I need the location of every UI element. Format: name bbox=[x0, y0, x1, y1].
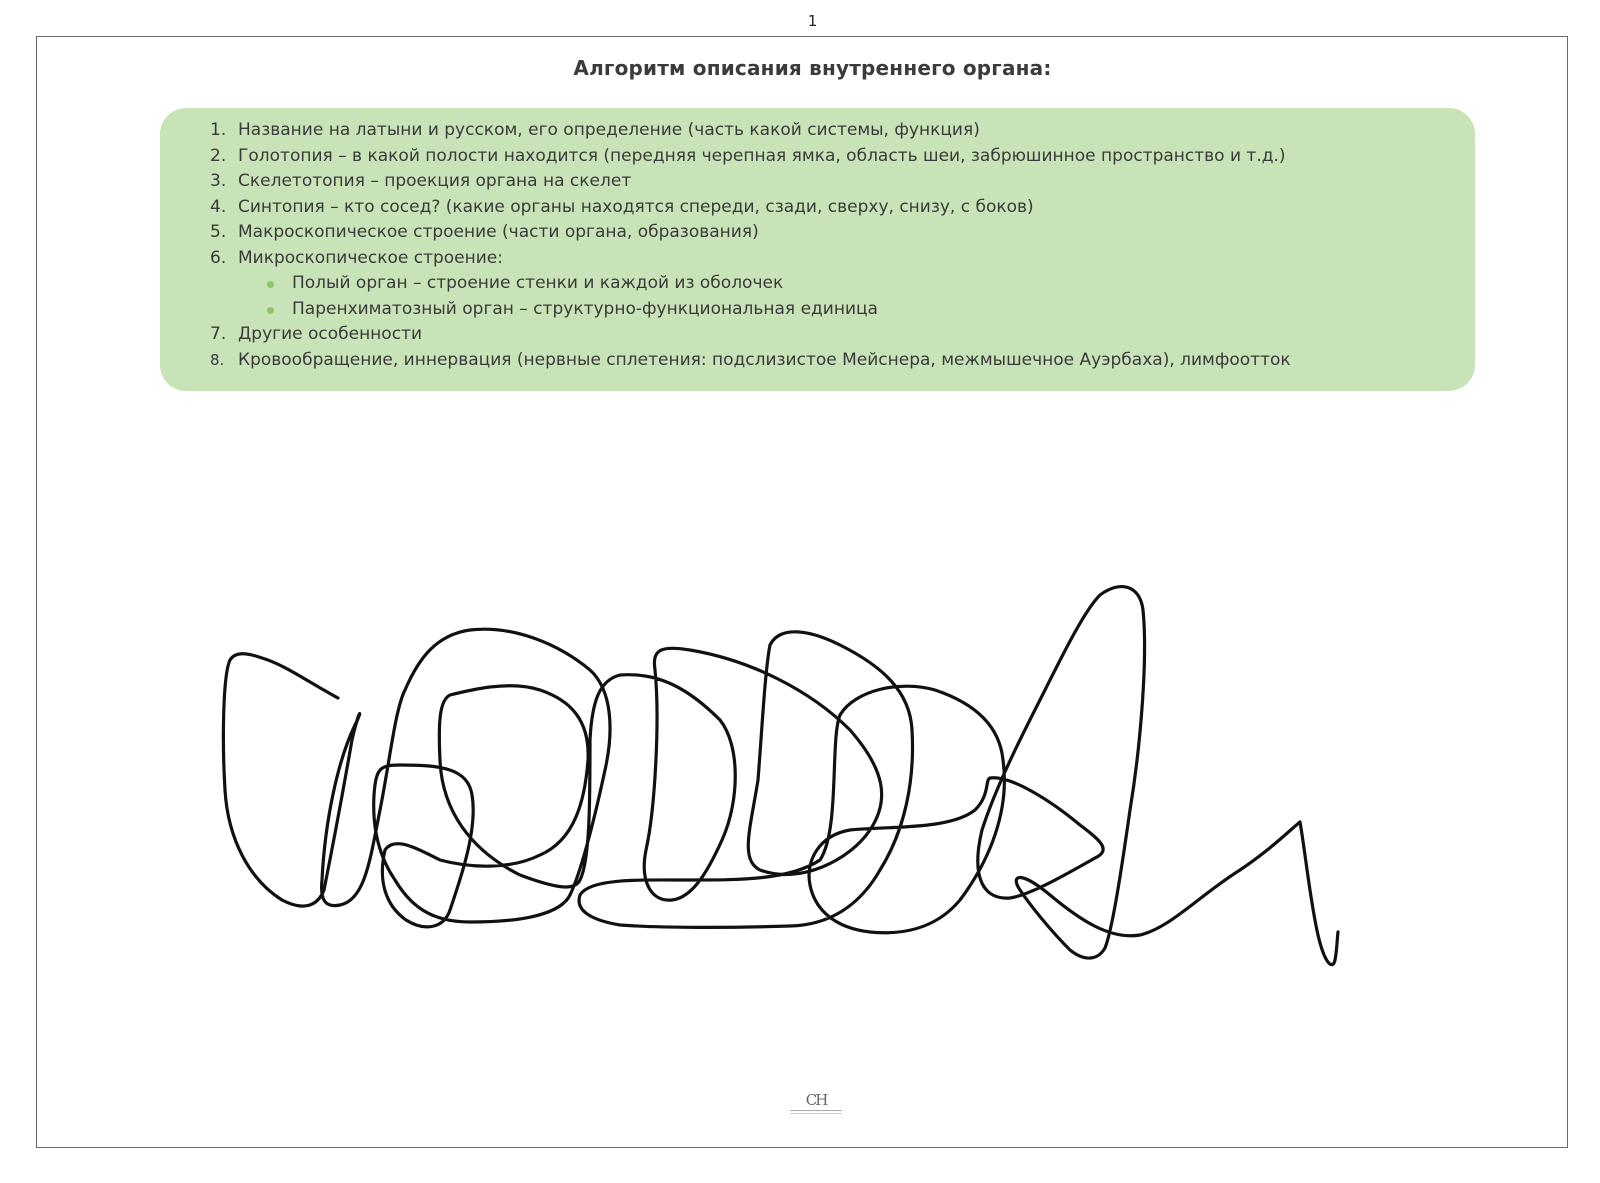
document-title: Алгоритм описания внутреннего органа: bbox=[573, 56, 1052, 80]
page-number: 1 bbox=[807, 12, 818, 30]
list-item-text: Кровообращение, иннервация (нервные сплетения: подслизистое Мейснера, межмышечное Ауэрбаха), лимфоотток bbox=[238, 349, 1291, 370]
list-item-text: Название на латыни и русском, его определение (часть какой системы, функция) bbox=[238, 120, 980, 140]
list-item-text: Микроскопическое строение: bbox=[238, 247, 503, 268]
scribble-stroke bbox=[223, 587, 1338, 965]
list-item-number: 2. bbox=[210, 145, 227, 166]
sub-list-item-text: Полый орган – строение стенки и каждой из оболочек bbox=[292, 273, 784, 293]
list-item-number: 6. bbox=[210, 247, 227, 268]
list-item-number: 5. bbox=[210, 222, 227, 242]
list-item-number: 8. bbox=[210, 350, 225, 369]
list-item-number: 7. bbox=[210, 324, 227, 344]
logo-mark: CH bbox=[805, 1091, 827, 1109]
list-item-text: Голотопия – в какой полости находится (передняя черепная ямка, область шеи, забрюшинное пространство и т.д.) bbox=[238, 145, 1286, 166]
list-item-text: Синтопия – кто сосед? (какие органы находятся спереди, сзади, сверху, снизу, с боков) bbox=[238, 196, 1034, 217]
list-item-text: Макроскопическое строение (части органа, образования) bbox=[238, 222, 759, 242]
list-item-number: 4. bbox=[210, 196, 227, 217]
list-item-text: Другие особенности bbox=[238, 324, 422, 344]
list-item-text: Скелетотопия – проекция органа на скелет bbox=[238, 171, 632, 191]
publisher-logo bbox=[788, 1092, 844, 1114]
list-item-number: 3. bbox=[210, 171, 227, 191]
logo-divider bbox=[790, 1110, 842, 1114]
list-item-number: 1. bbox=[210, 120, 227, 140]
sub-list-item-text: Паренхиматозный орган – структурно-функциональная единица bbox=[292, 298, 878, 319]
